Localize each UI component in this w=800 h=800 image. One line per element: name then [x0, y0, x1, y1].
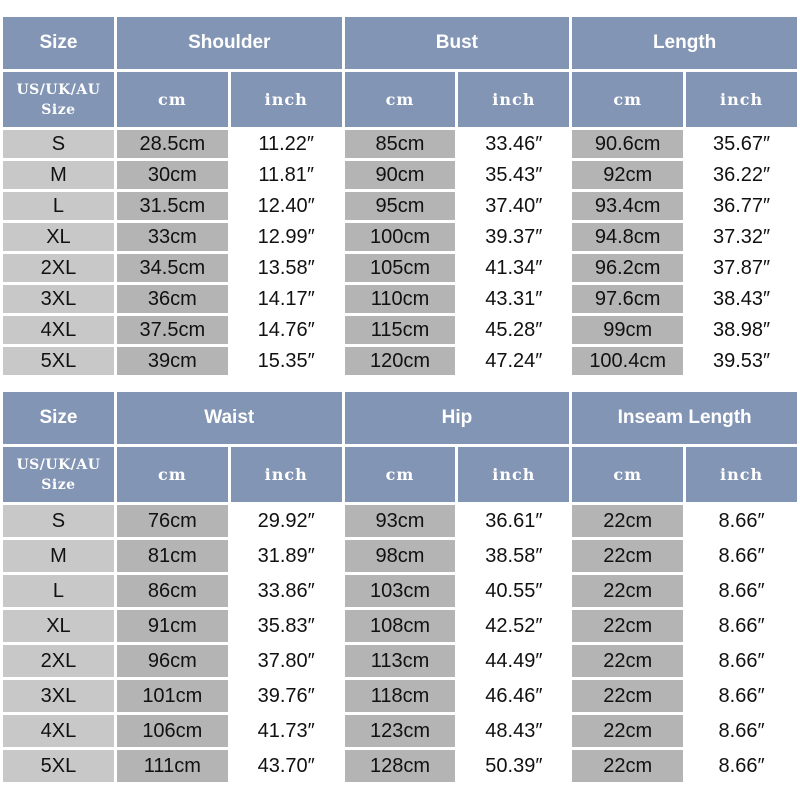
lower-body-table-body — [3, 392, 797, 782]
inseam-cm-cell: 22cm — [572, 540, 683, 572]
shoulder-inch-cell: 12.40″ — [231, 192, 342, 220]
length-inch-cell: 37.32″ — [686, 223, 797, 251]
waist-cm-cell: 86cm — [117, 575, 228, 607]
shoulder-cm-cell: 39cm — [117, 347, 228, 375]
table-row — [3, 223, 797, 251]
table-row — [3, 680, 797, 712]
bust-inch-cell: 41.34″ — [458, 254, 569, 282]
waist-cm-cell: 106cm — [117, 715, 228, 747]
region-size-label: Size — [41, 101, 76, 118]
inseam-inch-header: inch — [686, 447, 797, 502]
inseam-cm-cell: 22cm — [572, 680, 683, 712]
hip-cm-cell: 113cm — [345, 645, 456, 677]
upper-body-table-body — [3, 17, 797, 375]
table-row — [3, 130, 797, 158]
bust-cm-cell: 100cm — [345, 223, 456, 251]
bust-cm-cell: 110cm — [345, 285, 456, 313]
bust-inch-cell: 47.24″ — [458, 347, 569, 375]
size-cell: S — [3, 130, 114, 158]
bust-cm-cell: 90cm — [345, 161, 456, 189]
bust-inch-cell: 33.46″ — [458, 130, 569, 158]
length-cm-cell: 96.2cm — [572, 254, 683, 282]
inseam-cm-cell: 22cm — [572, 610, 683, 642]
size-cell: 2XL — [3, 645, 114, 677]
inseam-cm-cell: 22cm — [572, 505, 683, 537]
waist-inch-cell: 29.92″ — [231, 505, 342, 537]
waist-inch-cell: 35.83″ — [231, 610, 342, 642]
shoulder-cm-cell: 36cm — [117, 285, 228, 313]
length-cm-cell: 100.4cm — [572, 347, 683, 375]
hip-inch-cell: 40.55″ — [458, 575, 569, 607]
inseam-inch-cell: 8.66″ — [686, 715, 797, 747]
table-row — [3, 715, 797, 747]
hip-cm-cell: 108cm — [345, 610, 456, 642]
bust-inch-cell: 37.40″ — [458, 192, 569, 220]
hip-cm-cell: 93cm — [345, 505, 456, 537]
waist-inch-cell: 31.89″ — [231, 540, 342, 572]
size-cell: S — [3, 505, 114, 537]
length-inch-cell: 39.53″ — [686, 347, 797, 375]
waist-inch-cell: 33.86″ — [231, 575, 342, 607]
unit-header-row — [3, 72, 797, 127]
shoulder-inch-cell: 13.58″ — [231, 254, 342, 282]
size-cell: M — [3, 161, 114, 189]
region-size-header — [3, 72, 114, 127]
table-row — [3, 192, 797, 220]
shoulder-inch-cell: 11.81″ — [231, 161, 342, 189]
shoulder-inch-cell: 11.22″ — [231, 130, 342, 158]
length-inch-cell: 38.98″ — [686, 316, 797, 344]
size-header: Size — [3, 392, 114, 444]
inseam-inch-cell: 8.66″ — [686, 645, 797, 677]
table-row — [3, 540, 797, 572]
unit-header-row — [3, 447, 797, 502]
waist-inch-header: inch — [231, 447, 342, 502]
waist-cm-cell: 101cm — [117, 680, 228, 712]
hip-cm-cell: 128cm — [345, 750, 456, 782]
shoulder-cm-cell: 31.5cm — [117, 192, 228, 220]
bust-header: Bust — [345, 17, 570, 69]
shoulder-cm-cell: 37.5cm — [117, 316, 228, 344]
bust-cm-cell: 105cm — [345, 254, 456, 282]
hip-cm-cell: 103cm — [345, 575, 456, 607]
size-cell: L — [3, 192, 114, 220]
waist-inch-cell: 39.76″ — [231, 680, 342, 712]
bust-inch-cell: 45.28″ — [458, 316, 569, 344]
hip-inch-cell: 38.58″ — [458, 540, 569, 572]
inseam-inch-cell: 8.66″ — [686, 575, 797, 607]
hip-header: Hip — [345, 392, 570, 444]
length-cm-cell: 92cm — [572, 161, 683, 189]
waist-header: Waist — [117, 392, 342, 444]
hip-cm-cell: 123cm — [345, 715, 456, 747]
size-cell: 2XL — [3, 254, 114, 282]
size-cell: 4XL — [3, 715, 114, 747]
length-inch-cell: 35.67″ — [686, 130, 797, 158]
table-row — [3, 505, 797, 537]
hip-cm-cell: 118cm — [345, 680, 456, 712]
length-cm-cell: 90.6cm — [572, 130, 683, 158]
region-label: US/UK/AU — [16, 456, 101, 473]
shoulder-cm-cell: 30cm — [117, 161, 228, 189]
inseam-inch-cell: 8.66″ — [686, 610, 797, 642]
waist-cm-cell: 96cm — [117, 645, 228, 677]
table-row — [3, 316, 797, 344]
length-inch-cell: 36.77″ — [686, 192, 797, 220]
size-cell: XL — [3, 223, 114, 251]
inseam-inch-cell: 8.66″ — [686, 505, 797, 537]
length-inch-cell: 38.43″ — [686, 285, 797, 313]
size-cell: M — [3, 540, 114, 572]
bust-inch-cell: 35.43″ — [458, 161, 569, 189]
group-header-row — [3, 392, 797, 444]
shoulder-cm-cell: 28.5cm — [117, 130, 228, 158]
lower-body-size-table — [0, 389, 800, 785]
hip-inch-cell: 44.49″ — [458, 645, 569, 677]
inseam-length-header: Inseam Length — [572, 392, 797, 444]
hip-inch-cell: 42.52″ — [458, 610, 569, 642]
length-inch-cell: 36.22″ — [686, 161, 797, 189]
inseam-inch-cell: 8.66″ — [686, 680, 797, 712]
table-row — [3, 161, 797, 189]
waist-cm-cell: 76cm — [117, 505, 228, 537]
table-row — [3, 610, 797, 642]
waist-inch-cell: 41.73″ — [231, 715, 342, 747]
inseam-inch-cell: 8.66″ — [686, 750, 797, 782]
region-size-header — [3, 447, 114, 502]
waist-inch-cell: 37.80″ — [231, 645, 342, 677]
shoulder-cm-header: cm — [117, 72, 228, 127]
size-cell: 3XL — [3, 285, 114, 313]
group-header-row — [3, 17, 797, 69]
bust-inch-header: inch — [458, 72, 569, 127]
hip-inch-cell: 50.39″ — [458, 750, 569, 782]
size-cell: 5XL — [3, 347, 114, 375]
size-cell: XL — [3, 610, 114, 642]
inseam-cm-cell: 22cm — [572, 645, 683, 677]
bust-cm-cell: 95cm — [345, 192, 456, 220]
inseam-cm-cell: 22cm — [572, 750, 683, 782]
bust-cm-header: cm — [345, 72, 456, 127]
region-size-label: Size — [41, 476, 76, 493]
length-cm-cell: 97.6cm — [572, 285, 683, 313]
table-row — [3, 285, 797, 313]
bust-cm-cell: 85cm — [345, 130, 456, 158]
bust-cm-cell: 120cm — [345, 347, 456, 375]
bust-cm-cell: 115cm — [345, 316, 456, 344]
inseam-cm-header: cm — [572, 447, 683, 502]
waist-cm-cell: 91cm — [117, 610, 228, 642]
inseam-cm-cell: 22cm — [572, 715, 683, 747]
length-cm-cell: 94.8cm — [572, 223, 683, 251]
bust-inch-cell: 43.31″ — [458, 285, 569, 313]
region-label: US/UK/AU — [16, 81, 101, 98]
shoulder-header: Shoulder — [117, 17, 342, 69]
size-header: Size — [3, 17, 114, 69]
shoulder-inch-cell: 15.35″ — [231, 347, 342, 375]
length-cm-cell: 93.4cm — [572, 192, 683, 220]
upper-body-size-table — [0, 14, 800, 378]
table-row — [3, 645, 797, 677]
hip-cm-cell: 98cm — [345, 540, 456, 572]
shoulder-cm-cell: 34.5cm — [117, 254, 228, 282]
waist-cm-header: cm — [117, 447, 228, 502]
length-cm-header: cm — [572, 72, 683, 127]
inseam-cm-cell: 22cm — [572, 575, 683, 607]
shoulder-inch-cell: 14.17″ — [231, 285, 342, 313]
shoulder-inch-cell: 12.99″ — [231, 223, 342, 251]
size-cell: 4XL — [3, 316, 114, 344]
inseam-inch-cell: 8.66″ — [686, 540, 797, 572]
length-inch-cell: 37.87″ — [686, 254, 797, 282]
table-row — [3, 254, 797, 282]
waist-cm-cell: 111cm — [117, 750, 228, 782]
hip-inch-cell: 48.43″ — [458, 715, 569, 747]
table-row — [3, 575, 797, 607]
table-row — [3, 347, 797, 375]
waist-cm-cell: 81cm — [117, 540, 228, 572]
length-inch-header: inch — [686, 72, 797, 127]
table-row — [3, 750, 797, 782]
length-header: Length — [572, 17, 797, 69]
shoulder-inch-header: inch — [231, 72, 342, 127]
hip-inch-cell: 46.46″ — [458, 680, 569, 712]
hip-cm-header: cm — [345, 447, 456, 502]
size-cell: 3XL — [3, 680, 114, 712]
shoulder-inch-cell: 14.76″ — [231, 316, 342, 344]
size-cell: L — [3, 575, 114, 607]
size-cell: 5XL — [3, 750, 114, 782]
waist-inch-cell: 43.70″ — [231, 750, 342, 782]
length-cm-cell: 99cm — [572, 316, 683, 344]
hip-inch-cell: 36.61″ — [458, 505, 569, 537]
bust-inch-cell: 39.37″ — [458, 223, 569, 251]
hip-inch-header: inch — [458, 447, 569, 502]
shoulder-cm-cell: 33cm — [117, 223, 228, 251]
